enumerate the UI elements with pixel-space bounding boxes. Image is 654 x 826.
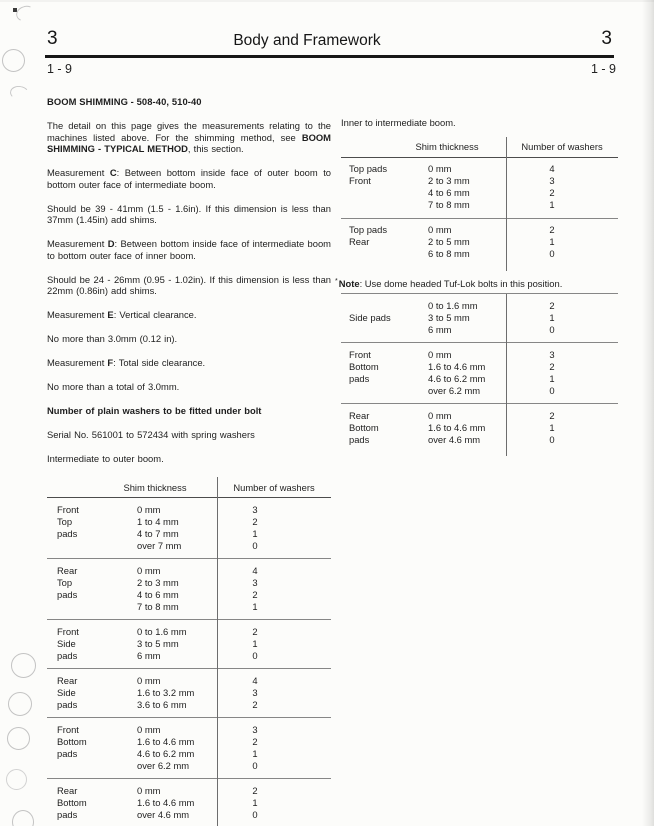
shim-thickness-value: 0 mm	[428, 409, 452, 421]
table-row	[341, 409, 618, 421]
pad-group	[47, 498, 331, 559]
washer-count-value: 4	[252, 674, 258, 686]
shim-thickness-value: over 4.6 mm	[428, 433, 481, 445]
row-label: Side	[57, 637, 76, 649]
shim-thickness-value: 4.6 to 6.2 mm	[428, 372, 486, 384]
text: : Between bottom inside face of outer boom to bottom outer face of intermediate boom.	[47, 167, 332, 190]
washer-count-value: 1	[252, 600, 258, 612]
row-label: pads	[57, 527, 78, 539]
washer-count-value: 0	[549, 384, 555, 396]
shim-thickness-value: 0 to 1.6 mm	[137, 625, 187, 637]
text: Intermediate to outer boom.	[47, 453, 164, 464]
shim-thickness-value: over 7 mm	[137, 539, 182, 551]
table-row	[47, 539, 331, 551]
table-row	[47, 527, 331, 539]
shim-thickness-value: 3.6 to 6 mm	[137, 698, 187, 710]
washer-count-value: 0	[252, 759, 258, 771]
paragraph	[47, 429, 331, 441]
table-row	[47, 588, 331, 600]
page-reference-right: 1 - 9	[590, 62, 616, 76]
note	[335, 276, 618, 290]
table-row	[47, 564, 331, 576]
row-label: Front	[57, 625, 79, 637]
table-row	[341, 372, 618, 384]
page-edge-shadow	[642, 0, 654, 826]
table-row	[47, 576, 331, 588]
column-divider-line	[217, 477, 218, 826]
side-and-bottom-pads-table	[341, 293, 618, 452]
table-row	[47, 747, 331, 759]
row-label: pads	[57, 747, 78, 759]
text: Should be 39 - 41mm (1.5 - 1.6in). If this dimension is less than 37mm (1.45in) add shims.	[47, 202, 331, 225]
row-label: Bottom	[57, 735, 87, 747]
paragraph	[47, 309, 331, 321]
column-divider-line	[506, 137, 507, 271]
pad-group	[47, 559, 331, 620]
column-divider-line	[506, 294, 507, 456]
punch-hole-artifact	[9, 85, 30, 102]
shim-thickness-value: 4 to 6 mm	[428, 187, 470, 198]
row-label: pads	[57, 808, 78, 820]
table-row	[341, 384, 618, 396]
text: Should be 24 - 26mm (0.95 - 1.02in). If this dimension is less than 22mm (0.86in) add shims.	[47, 273, 331, 296]
paragraph	[47, 381, 331, 393]
washer-count-value: 0	[252, 539, 258, 551]
row-label: pads	[57, 588, 78, 600]
shim-thickness-value: 0 mm	[137, 723, 161, 735]
column-header-number-of-washers: Number of washers	[233, 481, 315, 493]
row-label: pads	[349, 372, 370, 384]
row-label: pads	[349, 433, 370, 445]
header-rule	[45, 55, 614, 58]
punch-hole-artifact	[8, 692, 32, 716]
table-row	[341, 175, 618, 187]
shim-thickness-value: 0 mm	[137, 784, 161, 796]
washer-count-value: 4	[252, 564, 258, 576]
text: Measurement	[47, 309, 108, 320]
shim-thickness-value: 4.6 to 6.2 mm	[137, 747, 195, 759]
table-header-row	[47, 477, 331, 498]
shim-thickness-value: 2 to 5 mm	[428, 236, 470, 247]
row-label: Rear	[57, 784, 78, 796]
shim-thickness-value: 0 mm	[428, 348, 452, 360]
text: : Total side clearance.	[113, 357, 206, 368]
table-row	[341, 299, 618, 311]
text: Measurement	[47, 167, 110, 178]
body-paragraphs	[47, 120, 331, 465]
table-row	[341, 323, 618, 335]
table-row	[341, 236, 618, 248]
table-row	[341, 224, 618, 236]
row-label: Front	[57, 503, 79, 515]
row-label: Bottom	[57, 796, 87, 808]
washer-count-value: 3	[549, 348, 555, 360]
column-header-shim-thickness: Shim thickness	[415, 141, 479, 152]
washer-count-value: 2	[252, 625, 258, 637]
paragraph	[47, 274, 331, 297]
washer-count-value: 2	[549, 409, 555, 421]
row-label: Rear	[349, 236, 370, 247]
row-label: Bottom	[349, 360, 379, 372]
pad-group	[47, 718, 331, 779]
column-header-number-of-washers: Number of washers	[521, 141, 603, 152]
row-label: Front	[57, 723, 79, 735]
washer-count-value: 1	[252, 527, 258, 539]
shim-thickness-value: 3 to 5 mm	[428, 311, 470, 323]
text: Measurement	[47, 357, 108, 368]
table-row	[47, 503, 331, 515]
paragraph	[47, 453, 331, 465]
shim-thickness-value: over 6.2 mm	[428, 384, 481, 396]
shim-thickness-value: 1.6 to 3.2 mm	[137, 686, 195, 698]
punch-hole-artifact	[12, 810, 34, 826]
shim-thickness-value: 1.6 to 4.6 mm	[137, 796, 195, 808]
washer-count-value: 3	[252, 503, 258, 515]
washer-count-value: 2	[549, 224, 555, 235]
table-row	[47, 600, 331, 612]
table-row	[47, 649, 331, 661]
table-row	[341, 199, 618, 211]
bold-text: E	[107, 309, 114, 320]
shim-thickness-value: 7 to 8 mm	[428, 199, 470, 210]
paragraph	[47, 333, 331, 345]
table-row	[341, 433, 618, 445]
note-asterisk: *	[335, 277, 338, 285]
table-row	[341, 163, 618, 175]
shim-thickness-value: 0 mm	[137, 564, 161, 576]
table-row	[47, 808, 331, 820]
row-label: Top pads	[349, 163, 388, 174]
table-row	[341, 311, 618, 323]
row-label: Rear	[57, 564, 78, 576]
column-header-shim-thickness: Shim thickness	[123, 481, 187, 493]
bold-text: C	[109, 167, 117, 178]
pad-group	[341, 158, 618, 219]
shim-thickness-value: 7 to 8 mm	[137, 600, 179, 612]
section-heading: BOOM SHIMMING - 508-40, 510-40	[47, 96, 202, 107]
table-header-row	[341, 137, 618, 158]
shim-thickness-value: 2 to 3 mm	[137, 576, 179, 588]
washer-count-value: 1	[252, 796, 258, 808]
table-row	[47, 698, 331, 710]
page-edge-shadow	[0, 0, 654, 2]
section-number-left: 3	[47, 28, 58, 49]
row-label: Side pads	[349, 311, 391, 323]
shim-thickness-value: 0 mm	[137, 674, 161, 686]
shim-thickness-value: over 6.2 mm	[137, 759, 190, 771]
washer-count-value: 2	[252, 784, 258, 796]
washer-count-value: 0	[252, 649, 258, 661]
bold-text: Number of plain washers to be fitted under bolt	[47, 405, 262, 416]
punch-hole-artifact	[11, 653, 36, 678]
row-label: Front	[349, 175, 371, 186]
left-column	[47, 96, 331, 826]
row-label: Top pads	[349, 224, 388, 235]
table-row	[341, 348, 618, 360]
washer-count-value: 0	[549, 323, 555, 335]
washer-count-value: 3	[549, 175, 555, 186]
washer-count-value: 2	[549, 187, 555, 198]
shim-thickness-value: 4 to 6 mm	[137, 588, 179, 600]
table-row	[47, 759, 331, 771]
washer-count-value: 1	[549, 311, 555, 323]
text: : Between bottom inside face of intermediate boom to bottom outer face of inner boom.	[47, 238, 331, 261]
paragraph	[47, 203, 331, 226]
text: Measurement	[47, 238, 108, 249]
text: , this section.	[187, 143, 244, 154]
shim-thickness-value: 0 mm	[137, 503, 161, 515]
punch-hole-artifact	[6, 769, 27, 790]
table-row	[341, 248, 618, 260]
inner-to-intermediate-boom-table	[341, 137, 618, 267]
table-row	[47, 637, 331, 649]
table-row	[47, 515, 331, 527]
page-title: Body and Framework	[233, 32, 381, 49]
shim-thickness-value: 6 to 8 mm	[428, 248, 470, 259]
washer-count-value: 2	[549, 299, 555, 311]
text: Serial No. 561001 to 572434 with spring washers	[47, 429, 255, 440]
washer-count-value: 1	[549, 236, 555, 247]
shim-thickness-value: 0 mm	[428, 224, 452, 235]
washer-count-value: 2	[252, 588, 258, 600]
shim-thickness-value: 1.6 to 4.6 mm	[137, 735, 195, 747]
table-row	[47, 723, 331, 735]
table-row	[341, 360, 618, 372]
row-label: Side	[57, 686, 76, 698]
paragraph	[47, 405, 331, 417]
paragraph	[47, 238, 331, 261]
shim-thickness-value: over 4.6 mm	[137, 808, 190, 820]
note-text: : Use dome headed Tuf-Lok bolts in this position.	[359, 277, 563, 289]
pad-group	[341, 404, 618, 452]
table-row	[47, 625, 331, 637]
paragraph	[47, 357, 331, 369]
washer-count-value: 4	[549, 163, 555, 174]
table-row	[47, 686, 331, 698]
text: No more than a total of 3.0mm.	[47, 381, 180, 392]
row-label: Bottom	[349, 421, 379, 433]
table-row	[47, 784, 331, 796]
pad-group	[341, 294, 618, 343]
row-label: pads	[57, 649, 78, 661]
page-reference-left: 1 - 9	[47, 62, 73, 76]
bold-text: F	[107, 357, 114, 368]
text: No more than 3.0mm (0.12 in).	[47, 333, 178, 344]
note-label: Note	[338, 277, 360, 289]
row-label: Rear	[57, 674, 78, 686]
washer-count-value: 0	[549, 433, 555, 445]
washer-count-value: 2	[252, 515, 258, 527]
washer-count-value: 1	[549, 199, 555, 210]
shim-thickness-value: 1.6 to 4.6 mm	[428, 421, 486, 433]
pad-group	[47, 620, 331, 669]
paragraph	[47, 167, 331, 190]
row-label: Top	[57, 515, 73, 527]
table-caption: Inner to intermediate boom.	[341, 117, 456, 128]
table-row	[47, 796, 331, 808]
shim-thickness-value: 0 to 1.6 mm	[428, 299, 478, 311]
row-label: Front	[349, 348, 371, 360]
washer-count-value: 2	[252, 735, 258, 747]
row-label: pads	[57, 698, 78, 710]
row-label: Rear	[349, 409, 370, 421]
row-label: Top	[57, 576, 73, 588]
washer-count-value: 1	[549, 372, 555, 384]
washer-count-value: 3	[252, 576, 258, 588]
punch-hole-artifact	[2, 49, 25, 72]
shim-thickness-value: 0 mm	[428, 163, 452, 174]
right-column	[335, 117, 618, 452]
washer-count-value: 2	[252, 698, 258, 710]
shim-thickness-value: 3 to 5 mm	[137, 637, 179, 649]
table-row	[47, 735, 331, 747]
washer-count-value: 1	[252, 747, 258, 759]
pad-group	[341, 219, 618, 267]
washer-count-value: 0	[549, 248, 555, 259]
punch-hole-artifact	[7, 727, 30, 750]
washer-count-value: 0	[252, 808, 258, 820]
bold-text: BOOM SHIMMING - TYPICAL METHOD	[47, 131, 331, 154]
text: : Vertical clearance.	[113, 309, 197, 320]
table-row	[47, 674, 331, 686]
washer-count-value: 1	[252, 637, 258, 649]
washer-count-value: 2	[549, 360, 555, 372]
table-row	[341, 187, 618, 199]
washer-count-value: 1	[549, 421, 555, 433]
shim-thickness-value: 1 to 4 mm	[137, 515, 179, 527]
text: The detail on this page gives the measurements relating to the machines listed above. For the shimming method, see	[47, 120, 331, 143]
shim-thickness-value: 6 mm	[428, 323, 452, 335]
pad-group	[47, 779, 331, 826]
shim-thickness-value: 6 mm	[137, 649, 161, 661]
bold-text: D	[107, 238, 115, 249]
pad-group	[341, 343, 618, 404]
shim-thickness-value: 2 to 3 mm	[428, 175, 470, 186]
section-number-right: 3	[601, 28, 612, 49]
washer-count-value: 3	[252, 723, 258, 735]
paragraph	[47, 120, 331, 155]
shim-thickness-value: 1.6 to 4.6 mm	[428, 360, 486, 372]
pad-group	[47, 669, 331, 718]
punch-hole-artifact	[14, 3, 37, 23]
intermediate-to-outer-boom-table	[47, 477, 331, 826]
shim-thickness-value: 4 to 7 mm	[137, 527, 179, 539]
washer-count-value: 3	[252, 686, 258, 698]
table-row	[341, 421, 618, 433]
